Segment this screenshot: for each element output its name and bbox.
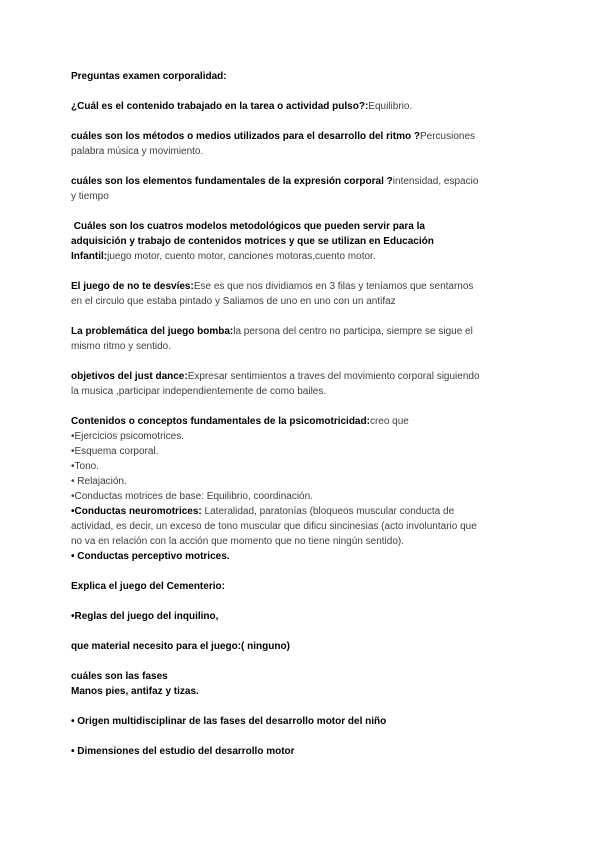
text-run: •Esquema corporal. — [71, 446, 159, 457]
text-run: •Ejercicios psicomotrices. — [71, 431, 184, 442]
list-item — [71, 444, 541, 459]
text-run: Equilibrio. — [368, 101, 413, 112]
doc-line — [71, 609, 541, 624]
doc-line — [71, 279, 541, 294]
doc-line — [71, 519, 541, 534]
text-run: Manos pies, antifaz y tizas. — [71, 686, 199, 697]
doc-line — [71, 339, 541, 354]
text-run: y tiempo — [71, 191, 109, 202]
doc-line — [71, 99, 541, 114]
text-run: juego motor, cuento motor, canciones motoras,cuento motor. — [107, 251, 376, 262]
list-item — [71, 489, 541, 504]
doc-line — [71, 219, 541, 234]
doc-line — [71, 669, 541, 684]
text-run: cuáles son los métodos o medios utilizados para el desarrollo del ritmo ? — [71, 131, 420, 142]
para-origen-multidisciplinar — [71, 714, 541, 729]
para-juego-desvies — [71, 279, 541, 309]
text-run: cuáles son los elementos fundamentales de la expresión corporal ? — [71, 176, 393, 187]
para-q-modelos — [71, 219, 541, 264]
para-q-elementos — [71, 174, 541, 204]
para-q-pulso — [71, 99, 541, 114]
text-run: objetivos del just dance: — [71, 371, 188, 382]
text-run: adquisición y trabajo de contenidos motrices y que se utilizan en Educación — [71, 236, 434, 247]
text-run: actividad, es decir, un exceso de tono muscular que dificu sincinesias (acto involuntario que — [71, 521, 477, 532]
text-run: •Tono. — [71, 461, 99, 472]
text-run: Infantil: — [71, 251, 108, 262]
text-run: • Dimensiones del estudio del desarrollo motor — [71, 746, 295, 757]
para-title — [71, 69, 541, 84]
text-run: •Conductas motrices de base: Equilibrio, coordinación. — [71, 491, 313, 502]
text-run: cuáles son las fases — [71, 671, 168, 682]
text-run: El juego de no te desvíes: — [71, 281, 194, 292]
para-cementerio — [71, 579, 541, 594]
text-run: la musica ,participar independientemente de como bailes. — [71, 386, 327, 397]
text-run: la persona del centro no participa, siempre se sigue el — [233, 326, 473, 337]
doc-line — [71, 234, 541, 249]
doc-line — [71, 414, 541, 429]
text-run: creo que — [369, 416, 409, 427]
doc-line — [71, 384, 541, 399]
doc-line — [71, 129, 541, 144]
text-run: Cuáles son los cuatros modelos metodológicos que pueden servir para la — [71, 221, 425, 232]
text-run: La problemática del juego bomba: — [71, 326, 234, 337]
list-item — [71, 504, 541, 519]
text-run: Contenidos o conceptos fundamentales de la psicomotricidad: — [71, 416, 370, 427]
text-run: Ese es que nos dividiamos en 3 filas y teníamos que sentarnos — [193, 281, 474, 292]
para-reglas-inquilino — [71, 609, 541, 624]
para-fases — [71, 669, 541, 699]
text-run: • Origen multidisciplinar de las fases del desarrollo motor del niño — [71, 716, 387, 727]
doc-line — [71, 744, 541, 759]
doc-line — [71, 714, 541, 729]
text-run: Expresar sentimientos a traves del movimiento corporal siguiendo — [187, 371, 480, 382]
list-item — [71, 459, 541, 474]
doc-line — [71, 639, 541, 654]
doc-line — [71, 369, 541, 384]
text-run: no va en relación con la acción que momento que no tiene ningún sentido). — [71, 536, 405, 547]
text-run: palabra música y movimiento. — [71, 146, 204, 157]
list-item — [71, 429, 541, 444]
text-run: que material necesito para el juego:( ninguno) — [71, 641, 290, 652]
text-run: mismo ritmo y sentido. — [71, 341, 172, 352]
doc-line — [71, 249, 541, 264]
text-run: Explica el juego del Cementerio: — [71, 581, 225, 592]
text-run: Lateralidad, paratonías (bloqueos muscular conducta de — [201, 506, 455, 517]
para-juego-bomba — [71, 324, 541, 354]
list-item — [71, 549, 541, 564]
text-run: •Conductas neuromotrices: — [71, 506, 202, 517]
text-run: Preguntas examen corporalidad: — [71, 71, 227, 82]
text-run: •Reglas del juego del inquilino, — [71, 611, 219, 622]
doc-line — [71, 69, 541, 84]
para-material-juego — [71, 639, 541, 654]
doc-line — [71, 189, 541, 204]
text-run: Percusiones — [419, 131, 476, 142]
text-run: intensidad, espacio — [392, 176, 479, 187]
doc-line — [71, 174, 541, 189]
doc-line — [71, 534, 541, 549]
doc-line — [71, 579, 541, 594]
text-run: • Relajación. — [71, 476, 127, 487]
text-run: en el circulo que estaba pintado y Saliamos de uno en uno con un antifaz — [71, 296, 396, 307]
doc-line — [71, 144, 541, 159]
text-run: ¿Cuál es el contenido trabajado en la tarea o actividad pulso?: — [71, 101, 369, 112]
para-q-ritmo — [71, 129, 541, 159]
document-page — [71, 69, 541, 774]
list-item — [71, 474, 541, 489]
text-run: • Conductas perceptivo motrices. — [71, 551, 230, 562]
doc-line — [71, 684, 541, 699]
para-just-dance — [71, 369, 541, 399]
para-psicomotricidad — [71, 414, 541, 564]
para-dimensiones-estudio — [71, 744, 541, 759]
doc-line — [71, 324, 541, 339]
doc-line — [71, 294, 541, 309]
